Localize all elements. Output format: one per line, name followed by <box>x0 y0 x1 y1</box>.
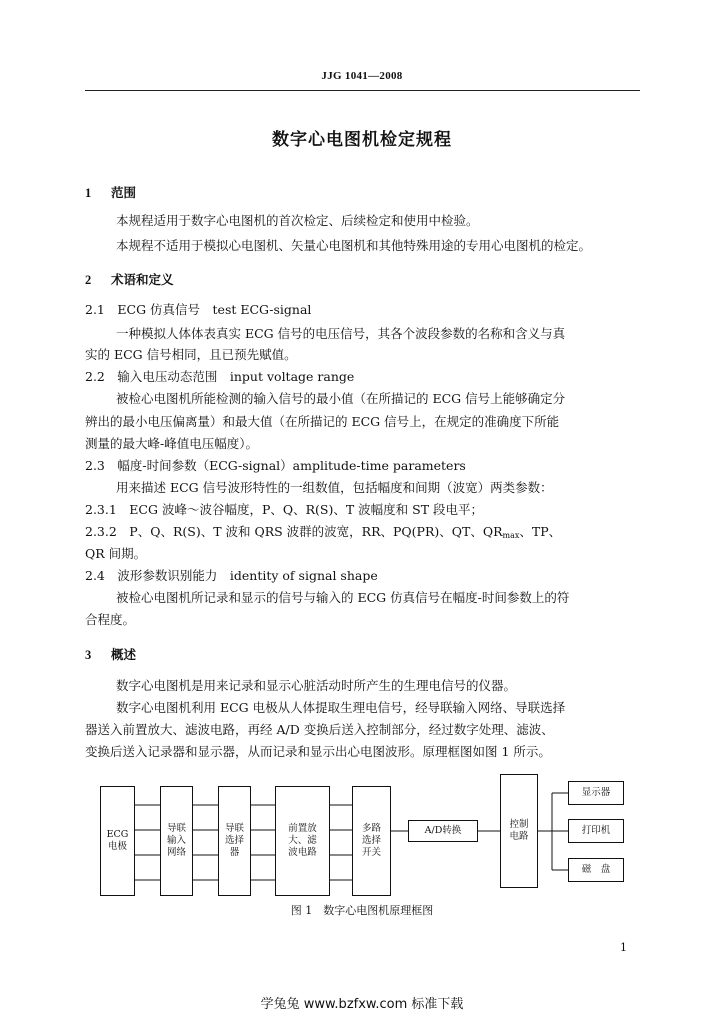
section-number: 1 <box>85 186 92 200</box>
definition-text: 、TP、 <box>519 524 562 539</box>
figure-caption: 图 1 数字心电图机原理框图 <box>290 904 434 917</box>
definition-text: 2.3.2 P、Q、R(S)、T 波和 QRS 波群的波宽，RR、PQ(PR)、QT、QR <box>85 524 503 539</box>
paragraph: 本规程不适用于模拟心电图机、矢量心电图机和其他特殊用途的专用心电图机的检定。 <box>116 238 592 253</box>
definition-text: QR 间期。 <box>85 546 147 561</box>
box-label: 导联 <box>224 823 244 834</box>
definition-text: 辨出的最小电压偏离量）和最大值（在所描记的 ECG 信号上，在规定的准确度下所能 <box>85 414 560 429</box>
section-title: 概述 <box>111 647 137 662</box>
printer-box <box>568 819 624 843</box>
box-label: 打印机 <box>581 825 611 836</box>
definition-2-2-label: 2.2 输入电压动态范围 input voltage range <box>85 369 355 384</box>
definition-text: 用来描述 ECG 信号波形特性的一组数值，包括幅度和间期（波宽）两类参数： <box>116 480 553 495</box>
document-title: 数字心电图机检定规程 <box>272 130 452 150</box>
box-label: 输入 <box>166 835 186 846</box>
definition-text: 一种模拟人体体表真实 ECG 信号的电压信号，其各个波段参数的名称和含义与真 <box>116 326 566 341</box>
definition-text: 被检心电图机所记录和显示的信号与输入的 ECG 仿真信号在幅度-时间参数上的符 <box>116 590 570 605</box>
paragraph: 本规程适用于数字心电图机的首次检定、后续检定和使用中检验。 <box>116 213 479 228</box>
disk-box <box>568 858 624 882</box>
section-title: 范围 <box>111 185 137 200</box>
box-label: 显示器 <box>581 787 611 798</box>
box-label: 导联 <box>166 823 186 834</box>
ecg-electrode-box <box>100 786 135 896</box>
box-label: 电极 <box>107 841 127 852</box>
definition-2-4-label: 2.4 波形参数识别能力 identity of signal shape <box>85 568 378 583</box>
definition-2-1-label: 2.1 ECG 仿真信号 test ECG-signal <box>85 302 312 317</box>
box-label: 电路 <box>509 831 529 842</box>
box-label: 控制 <box>509 819 529 830</box>
display-box <box>568 781 624 805</box>
footer-watermark: 学兔兔 www.bzfxw.com 标准下载 <box>260 997 464 1012</box>
box-label: 网络 <box>166 847 186 858</box>
page-number: 1 <box>620 941 627 954</box>
preamp-filter-box <box>275 786 330 896</box>
ad-converter-box <box>408 820 478 842</box>
control-circuit-box <box>500 774 538 888</box>
definition-2-3-1: 2.3.1 ECG 波峰～波谷幅度，P、Q、R(S)、T 波幅度和 ST 段电平； <box>85 502 483 517</box>
multiplexer-box <box>352 786 391 896</box>
subscript: max <box>502 531 520 540</box>
section-number: 3 <box>85 648 92 662</box>
box-label: 开关 <box>361 847 381 858</box>
standard-code-header: JJG 1041—2008 <box>321 70 403 82</box>
box-label: 大、滤 <box>288 835 317 846</box>
section-number: 2 <box>85 273 92 287</box>
box-label: 前置放 <box>288 823 317 834</box>
box-label: 多路 <box>361 823 381 834</box>
box-label: 选择 <box>361 835 381 846</box>
lead-input-network-box <box>160 786 193 896</box>
definition-text: 合程度。 <box>85 612 136 627</box>
section-title: 术语和定义 <box>111 272 174 287</box>
definition-text: 被检心电图机所能检测的输入信号的最小值（在所描记的 ECG 信号上能够确定分 <box>116 391 566 406</box>
paragraph: 变换后送入记录器和显示器，从而记录和显示出心电图波形。原理框图如图 1 所示。 <box>85 744 551 759</box>
box-label: 磁 盘 <box>581 864 611 875</box>
box-label: A/D转换 <box>424 825 462 836</box>
definition-2-3-label: 2.3 幅度-时间参数（ECG-signal）amplitude-time parameters <box>85 458 466 473</box>
definition-text: 实的 ECG 信号相同，且已预先赋值。 <box>85 347 297 362</box>
box-label: 波电路 <box>288 847 317 858</box>
box-label: 选择 <box>224 835 244 846</box>
box-label: ECG <box>106 829 129 840</box>
lead-selector-box <box>218 786 251 896</box>
paragraph: 器送入前置放大、滤波电路，再经 A/D 变换后送入控制部分，经过数字处理、滤波、 <box>85 722 554 737</box>
paragraph: 数字心电图机是用来记录和显示心脏活动时所产生的生理电信号的仪器。 <box>116 678 517 693</box>
box-label: 器 <box>229 847 240 858</box>
definition-text: 测量的最大峰-峰值电压幅度）。 <box>85 436 258 451</box>
paragraph: 数字心电图机利用 ECG 电极从人体提取生理电信号，经导联输入网络、导联选择 <box>116 700 566 715</box>
